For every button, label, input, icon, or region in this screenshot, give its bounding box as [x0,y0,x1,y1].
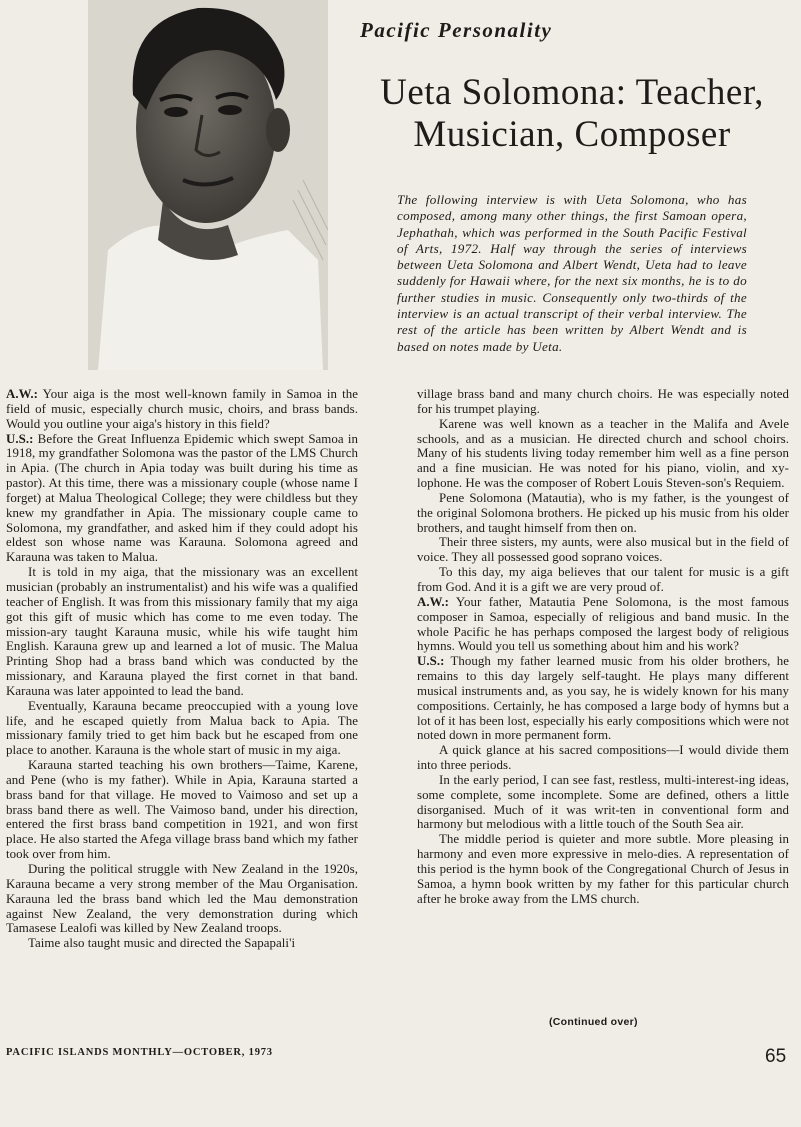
paragraph-text: In the early period, I can see fast, restless, multi-interest-ing ideas, some complete, some incomplete. Some are defined, others a little disorganised. Much of it was writ-ten in conventional form and harmony but melodious with a little touch of the South Sea air. [417,772,789,832]
article-paragraph [417,743,789,773]
article-paragraph [417,491,789,536]
intro-paragraph: The following interview is with Ueta Solomona, who has composed, among many other things, the first Samoan opera, Jephathah, which was performed in the South Pacific Festival of Arts, 1972. Half way through the series of interviews between Ueta Solomona and Albert Wendt, Ueta had to leave suddenly for Hawaii where, for the next six months, he is to do further studies in music. Consequently only two-thirds of the interview is an actual transcript of their verbal interview. The rest of the article has been written by Albert Wendt and is based on notes made by Ueta. [397,192,747,354]
title-line-2: Musician, Composer [413,114,731,155]
article-paragraph [6,862,358,936]
paragraph-text: Your father, Matautia Pene Solomona, is the most famous composer in Samoa, especially of religious and band music. In the whole Pacific he has perhaps composed the largest body of religious hymns. Would you tell us something about him and his work? [417,594,789,654]
article-paragraph [6,387,358,432]
paragraph-text: To this day, my aiga believes that our talent for music is a gift from God. And it is a gift we are very proud of. [417,565,789,594]
speaker-label: A.W.: [6,387,39,401]
article-paragraph [6,758,358,862]
paragraph-text: Taime also taught music and directed the Sapapali'i [28,936,296,951]
paragraph-text: Karene was well known as a teacher in the Malifa and Avele schools, and as a musician. He directed church and school choirs. Many of his students living today remember him well as a fine person and a fine musician. He was noted for his piano, violin, and xy-lophone. He was the composer of Robert Louis Steven-son's Requiem. [417,416,789,491]
paragraph-text: During the political struggle with New Zealand in the 1920s, Karauna became a very strong member of the Mau Organisation. Karauna led the brass band which led the Mau demonstration against New Zealand, the very demonstration during which Tamasese Lealofi was killed by New Zealand troops. [6,862,358,936]
paragraph-text: The middle period is quieter and more subtle. More pleasing in harmony and even more expressive in melo-dies. A representation of this period is the hymn book of the Congregational Church of Jesus in Samoa, a hymn book written by my father for this particular church after he broke away from the LMS church. [417,832,789,906]
article-paragraph [417,654,789,743]
paragraph-text: Though my father learned music from his older brothers, he remains to this day largely self-taught. He plays many different musical instruments and, as you say, he is widely known for his many compositions. Certainly, he has composed a large body of hymns but a lot of it has been lost, especially his early compositions which were not noted down in more permanent form. [417,654,789,743]
paragraph-text: Karauna started teaching his own brothers—Taime, Karene, and Pene (who is my father). While in Apia, Karauna started a brass band for that village. He moved to Vaimoso and set up a brass band there as well. The Vaimoso band, under his direction, entered the first brass band competition in 1921, and won first place. He also started the Afega village brass band which my father took over from him. [6,758,358,862]
article-paragraph [6,936,358,951]
article-paragraph [417,773,789,832]
article-paragraph [417,832,789,906]
page-number: 65 [765,1046,787,1067]
paragraph-text: It is told in my aiga, that the missionary was an excellent musician (probably an instrumentalist) and his wife was a qualified teacher of English. It was from this missionary family that my aiga got this gift of music which has come to me even today. The mission-ary taught Karauna music, while his wife taught him English. Karauna grew up and learned a lot of music. The Malua Printing Shop had a brass band which was conducted by the missionary, and Karauna played the first cornet in that band. Karauna was later appointed to lead the band. [6,565,358,698]
speaker-label: U.S.: [417,654,445,669]
article-paragraph [417,417,789,491]
speaker-label: U.S.: [6,431,34,446]
article-paragraph [417,387,789,417]
paragraph-text: Eventually, Karauna became preoccupied with a young love life, and he escaped quietly from Malua back to Apia. The missionary family tried to get him back but he escaped from one place to another. Karauna is the whole start of music in my aiga. [6,698,358,758]
paragraph-text: village brass band and many church choirs. He was especially noted for his trumpet playing. [417,387,789,416]
portrait-photo [88,0,328,370]
paragraph-text: Your aiga is the most well-known family in Samoa in the field of music, especially church music, choirs, and brass bands. Would you outline your aiga's history in this field? [6,387,358,431]
paragraph-text: Their three sisters, my aunts, were also musical but in the field of voice. They all possessed good soprano voices. [417,535,789,565]
paragraph-text: A quick glance at his sacred compositions—I would divide them into three periods. [417,743,789,773]
speaker-label: A.W.: [417,594,450,609]
article-paragraph [6,565,358,699]
article-paragraph [417,595,789,654]
article-paragraph [417,565,789,595]
right-column [417,387,789,907]
section-kicker: Pacific Personality [360,18,553,42]
article-paragraph [6,699,358,758]
article-paragraph [6,432,358,566]
title-line-1: Ueta Solomona: Teacher, [380,72,764,113]
article-paragraph [417,535,789,565]
article-title [357,72,787,156]
left-column [6,387,358,951]
page-footer: PACIFIC ISLANDS MONTHLY—OCTOBER, 1973 [6,1047,273,1058]
paragraph-text: Pene Solomona (Matautia), who is my father, is the youngest of the original Solomona brothers. He picked up his music from his older brothers, and taught himself from then on. [417,490,789,535]
continued-note: (Continued over) [549,1016,638,1028]
paragraph-text: Before the Great Influenza Epidemic which swept Samoa in 1918, my grandfather Solomona was the pastor of the LMS Church in Apia. (The church in Apia today was built during his time as pastor). At this time, there was a missionary couple (whose name I forget) at Malua Theological College; they were childless but they knew my grandfather in Apia. The missionary couple came to Solomona, my grandfather, and asked him if they could adopt his eldest son whose name was Karauna. Solomona agreed and Karauna was taken to Malua. [6,431,358,565]
